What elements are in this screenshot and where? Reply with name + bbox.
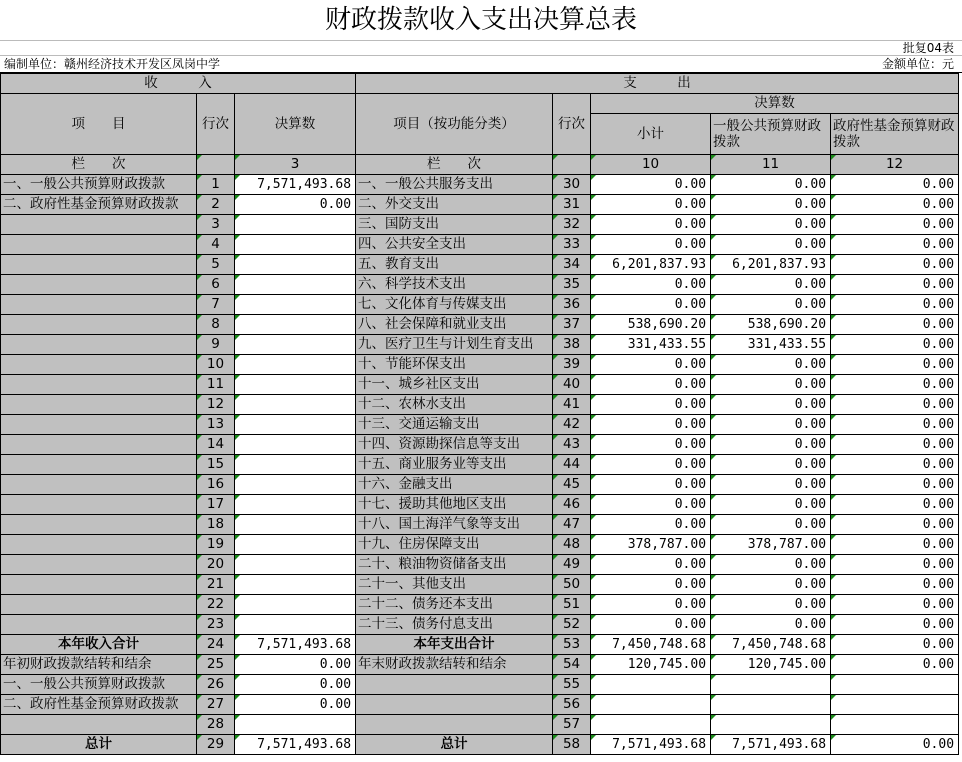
col-12: 12 [831, 155, 959, 175]
income-item-cell [1, 455, 197, 475]
gov-fund-cell [831, 695, 959, 715]
income-amount-cell [235, 415, 356, 435]
income-item-cell [1, 255, 197, 275]
unit-label: 编制单位：赣州经济技术开发区凤岗中学 [4, 57, 221, 71]
final-amount2-header: 决算数 [591, 94, 959, 114]
expense-row-no-cell: 32 [553, 215, 591, 235]
income-amount-cell: 0.00 [235, 695, 356, 715]
income-row-no-cell: 28 [197, 715, 235, 735]
expense-row-no-cell: 38 [553, 335, 591, 355]
expense-row-no-cell: 58 [553, 735, 591, 755]
income-amount-cell [235, 575, 356, 595]
income-amount-cell [235, 275, 356, 295]
income-row-no-cell: 1 [197, 175, 235, 195]
subtotal-cell: 0.00 [591, 595, 711, 615]
expense-item-cell: 十三、交通运输支出 [356, 415, 553, 435]
expense-item-cell: 十一、城乡社区支出 [356, 375, 553, 395]
income-item-cell [1, 335, 197, 355]
income-amount-cell [235, 455, 356, 475]
col-blank-1 [197, 155, 235, 175]
subtotal-cell: 331,433.55 [591, 335, 711, 355]
income-row-no-cell: 20 [197, 555, 235, 575]
expense-row-no-cell: 39 [553, 355, 591, 375]
expense-item-cell: 二十一、其他支出 [356, 575, 553, 595]
income-item-cell [1, 595, 197, 615]
income-item-cell: 一、一般公共预算财政拨款 [1, 675, 197, 695]
table-row [1, 415, 959, 435]
income-row-no-cell: 26 [197, 675, 235, 695]
general-budget-cell: 0.00 [711, 175, 831, 195]
income-row-no-cell: 25 [197, 655, 235, 675]
table-row [1, 435, 959, 455]
subtotal-cell: 0.00 [591, 415, 711, 435]
income-row-no-cell: 17 [197, 495, 235, 515]
expense-item-cell: 九、医疗卫生与计划生育支出 [356, 335, 553, 355]
table-row [1, 395, 959, 415]
general-budget-cell: 0.00 [711, 575, 831, 595]
income-row-no-cell: 10 [197, 355, 235, 375]
col-11: 11 [711, 155, 831, 175]
income-row-no-cell: 7 [197, 295, 235, 315]
form-code: 批复04表 [902, 41, 954, 55]
income-amount-cell: 7,571,493.68 [235, 735, 356, 755]
subtotal-cell: 7,450,748.68 [591, 635, 711, 655]
gov-fund-cell: 0.00 [831, 655, 959, 675]
subtotal-cell [591, 675, 711, 695]
subtotal-cell: 0.00 [591, 555, 711, 575]
final-amount-header: 决算数 [235, 94, 356, 155]
income-row-no-cell: 15 [197, 455, 235, 475]
income-amount-cell [235, 355, 356, 375]
expense-item-cell: 十九、住房保障支出 [356, 535, 553, 555]
general-budget-cell: 0.00 [711, 275, 831, 295]
subtotal-cell: 7,571,493.68 [591, 735, 711, 755]
amount-unit: 金额单位：元 [881, 57, 954, 71]
subtotal-cell [591, 695, 711, 715]
income-item-cell [1, 575, 197, 595]
gov-fund-cell: 0.00 [831, 555, 959, 575]
income-row-no-cell: 4 [197, 235, 235, 255]
table-row [1, 655, 959, 675]
general-budget-cell: 0.00 [711, 215, 831, 235]
general-budget-cell: 0.00 [711, 435, 831, 455]
expense-row-no-cell: 40 [553, 375, 591, 395]
subtotal-cell: 0.00 [591, 615, 711, 635]
expense-row-no-cell: 54 [553, 655, 591, 675]
table-row [1, 175, 959, 195]
table-row [1, 275, 959, 295]
gov-fund-cell: 0.00 [831, 435, 959, 455]
gov-fund-cell [831, 675, 959, 695]
income-header: 收 入 [1, 74, 356, 94]
subtotal-cell: 0.00 [591, 235, 711, 255]
table-row [1, 215, 959, 235]
table-row [1, 195, 959, 215]
general-budget-cell [711, 715, 831, 735]
income-item-cell [1, 415, 197, 435]
income-amount-cell [235, 315, 356, 335]
expense-item-cell: 五、教育支出 [356, 255, 553, 275]
expense-item-cell: 八、社会保障和就业支出 [356, 315, 553, 335]
income-row-no-cell: 24 [197, 635, 235, 655]
expense-item-cell: 一、一般公共服务支出 [356, 175, 553, 195]
gov-fund-cell: 0.00 [831, 235, 959, 255]
expense-item-cell: 十七、援助其他地区支出 [356, 495, 553, 515]
income-row-no-cell: 5 [197, 255, 235, 275]
expense-row-no-cell: 57 [553, 715, 591, 735]
expense-item-cell: 六、科学技术支出 [356, 275, 553, 295]
expense-row-no-cell: 31 [553, 195, 591, 215]
income-row-no-cell: 14 [197, 435, 235, 455]
income-item-cell: 二、政府性基金预算财政拨款 [1, 695, 197, 715]
income-item-cell [1, 275, 197, 295]
expense-row-no-cell: 33 [553, 235, 591, 255]
income-item-cell [1, 555, 197, 575]
general-budget-cell [711, 695, 831, 715]
expense-item-cell: 二、外交支出 [356, 195, 553, 215]
table-row [1, 515, 959, 535]
gov-fund-cell: 0.00 [831, 375, 959, 395]
general-budget-cell: 378,787.00 [711, 535, 831, 555]
income-row-no-cell: 8 [197, 315, 235, 335]
table-row [1, 595, 959, 615]
gov-fund-cell: 0.00 [831, 215, 959, 235]
income-amount-cell [235, 615, 356, 635]
gov-fund-cell: 0.00 [831, 195, 959, 215]
subtotal-cell: 538,690.20 [591, 315, 711, 335]
expense-row-no-cell: 52 [553, 615, 591, 635]
income-row-no-cell: 11 [197, 375, 235, 395]
general-budget-cell [711, 675, 831, 695]
income-amount-cell: 0.00 [235, 675, 356, 695]
gov-fund-cell: 0.00 [831, 415, 959, 435]
general-budget-header: 一般公共预算财政拨款 [711, 114, 831, 155]
income-row-no-cell: 12 [197, 395, 235, 415]
income-item-cell [1, 375, 197, 395]
expense-item-cell: 二十二、债务还本支出 [356, 595, 553, 615]
expense-item-cell: 十二、农林水支出 [356, 395, 553, 415]
general-budget-cell: 0.00 [711, 195, 831, 215]
expense-row-no-cell: 36 [553, 295, 591, 315]
subtotal-cell: 378,787.00 [591, 535, 711, 555]
subtotal-cell: 0.00 [591, 175, 711, 195]
table-row [1, 335, 959, 355]
general-budget-cell: 0.00 [711, 615, 831, 635]
expense-item-cell: 二十、粮油物资储备支出 [356, 555, 553, 575]
table-row [1, 575, 959, 595]
table-row [1, 255, 959, 275]
general-budget-cell: 0.00 [711, 355, 831, 375]
expense-item-cell: 总计 [356, 735, 553, 755]
row-no-header: 行次 [197, 94, 235, 155]
income-amount-cell [235, 495, 356, 515]
subtotal-cell: 0.00 [591, 215, 711, 235]
table-row [1, 475, 959, 495]
unit-row [0, 55, 962, 73]
income-amount-cell [235, 215, 356, 235]
income-item-cell [1, 615, 197, 635]
gov-fund-cell: 0.00 [831, 255, 959, 275]
general-budget-cell: 7,571,493.68 [711, 735, 831, 755]
subtotal-cell: 0.00 [591, 275, 711, 295]
income-item-cell: 年初财政拨款结转和结余 [1, 655, 197, 675]
general-budget-cell: 0.00 [711, 375, 831, 395]
table-row [1, 455, 959, 475]
income-row-no-cell: 13 [197, 415, 235, 435]
table-row [1, 375, 959, 395]
income-item-cell [1, 215, 197, 235]
income-item-cell [1, 235, 197, 255]
income-amount-cell: 0.00 [235, 195, 356, 215]
expense-item-cell: 二十三、债务付息支出 [356, 615, 553, 635]
subtotal-cell: 0.00 [591, 575, 711, 595]
table-row [1, 735, 959, 755]
expense-row-no-cell: 34 [553, 255, 591, 275]
income-amount-cell [235, 295, 356, 315]
income-row-no-cell: 21 [197, 575, 235, 595]
expense-row-no-cell: 45 [553, 475, 591, 495]
gov-fund-cell: 0.00 [831, 615, 959, 635]
income-item-cell [1, 515, 197, 535]
income-amount-cell [235, 595, 356, 615]
gov-fund-header: 政府性基金预算财政拨款 [831, 114, 959, 155]
expense-row-no-cell: 56 [553, 695, 591, 715]
income-amount-cell: 7,571,493.68 [235, 635, 356, 655]
gov-fund-cell: 0.00 [831, 735, 959, 755]
expense-row-no-cell: 49 [553, 555, 591, 575]
expense-row-no-cell: 37 [553, 315, 591, 335]
table-row [1, 555, 959, 575]
expense-item-cell [356, 715, 553, 735]
gov-fund-cell: 0.00 [831, 275, 959, 295]
col-label2: 栏 次 [356, 155, 553, 175]
income-row-no-cell: 19 [197, 535, 235, 555]
table-row [1, 295, 959, 315]
expense-item-cell: 十八、国土海洋气象等支出 [356, 515, 553, 535]
gov-fund-cell: 0.00 [831, 315, 959, 335]
gov-fund-cell [831, 715, 959, 735]
gov-fund-cell: 0.00 [831, 175, 959, 195]
general-budget-cell: 331,433.55 [711, 335, 831, 355]
page-title: 财政拨款收入支出决算总表 [324, 5, 637, 35]
income-row-no-cell: 23 [197, 615, 235, 635]
general-budget-cell: 0.00 [711, 495, 831, 515]
income-item-cell: 总计 [1, 735, 197, 755]
income-item-cell [1, 475, 197, 495]
expense-row-no-cell: 47 [553, 515, 591, 535]
expense-item-cell: 十五、商业服务业等支出 [356, 455, 553, 475]
subtotal-cell: 0.00 [591, 195, 711, 215]
form-code-row [0, 40, 962, 55]
subtotal-cell: 0.00 [591, 355, 711, 375]
item-header: 项 目 [1, 94, 197, 155]
general-budget-cell: 120,745.00 [711, 655, 831, 675]
col-label: 栏 次 [1, 155, 197, 175]
general-budget-cell: 7,450,748.68 [711, 635, 831, 655]
expense-item-cell: 七、文化体育与传媒支出 [356, 295, 553, 315]
gov-fund-cell: 0.00 [831, 335, 959, 355]
income-amount-cell [235, 395, 356, 415]
col-blank-2 [553, 155, 591, 175]
expense-item-cell: 十六、金融支出 [356, 475, 553, 495]
income-amount-cell [235, 375, 356, 395]
gov-fund-cell: 0.00 [831, 455, 959, 475]
general-budget-cell: 0.00 [711, 555, 831, 575]
expense-row-no-cell: 50 [553, 575, 591, 595]
income-item-cell [1, 355, 197, 375]
table-row [1, 495, 959, 515]
subtotal-cell: 120,745.00 [591, 655, 711, 675]
general-budget-cell: 6,201,837.93 [711, 255, 831, 275]
subtotal-cell: 0.00 [591, 435, 711, 455]
table-row [1, 675, 959, 695]
income-row-no-cell: 9 [197, 335, 235, 355]
expense-item-cell [356, 695, 553, 715]
expense-row-no-cell: 53 [553, 635, 591, 655]
gov-fund-cell: 0.00 [831, 475, 959, 495]
expense-row-no-cell: 55 [553, 675, 591, 695]
expense-item-cell: 本年支出合计 [356, 635, 553, 655]
income-amount-cell [235, 515, 356, 535]
income-item-cell [1, 495, 197, 515]
general-budget-cell: 0.00 [711, 235, 831, 255]
expense-item-cell [356, 675, 553, 695]
income-item-cell [1, 715, 197, 735]
income-amount-cell [235, 235, 356, 255]
expense-item-cell: 年末财政拨款结转和结余 [356, 655, 553, 675]
gov-fund-cell: 0.00 [831, 635, 959, 655]
income-row-no-cell: 18 [197, 515, 235, 535]
general-budget-cell: 0.00 [711, 395, 831, 415]
expense-row-no-cell: 48 [553, 535, 591, 555]
gov-fund-cell: 0.00 [831, 595, 959, 615]
budget-table [0, 73, 959, 755]
general-budget-cell: 538,690.20 [711, 315, 831, 335]
subtotal-cell [591, 715, 711, 735]
subtotal-cell: 0.00 [591, 475, 711, 495]
subtotal-cell: 0.00 [591, 295, 711, 315]
income-amount-cell [235, 435, 356, 455]
income-row-no-cell: 27 [197, 695, 235, 715]
income-item-cell [1, 315, 197, 335]
expense-row-no-cell: 42 [553, 415, 591, 435]
income-amount-cell: 0.00 [235, 655, 356, 675]
income-amount-cell [235, 555, 356, 575]
subtotal-cell: 0.00 [591, 515, 711, 535]
general-budget-cell: 0.00 [711, 515, 831, 535]
gov-fund-cell: 0.00 [831, 295, 959, 315]
income-item-cell [1, 395, 197, 415]
general-budget-cell: 0.00 [711, 455, 831, 475]
income-item-cell: 一、一般公共预算财政拨款 [1, 175, 197, 195]
expense-item-cell: 十、节能环保支出 [356, 355, 553, 375]
general-budget-cell: 0.00 [711, 415, 831, 435]
income-amount-cell: 7,571,493.68 [235, 175, 356, 195]
income-row-no-cell: 3 [197, 215, 235, 235]
subtotal-cell: 0.00 [591, 375, 711, 395]
subtotal-cell: 0.00 [591, 495, 711, 515]
table-row [1, 315, 959, 335]
expense-row-no-cell: 35 [553, 275, 591, 295]
gov-fund-cell: 0.00 [831, 495, 959, 515]
expense-row-no-cell: 44 [553, 455, 591, 475]
table-row [1, 615, 959, 635]
table-row [1, 235, 959, 255]
col-3: 3 [235, 155, 356, 175]
expense-row-no-cell: 51 [553, 595, 591, 615]
subtotal-header: 小计 [591, 114, 711, 155]
gov-fund-cell: 0.00 [831, 535, 959, 555]
expense-item-cell: 三、国防支出 [356, 215, 553, 235]
gov-fund-cell: 0.00 [831, 355, 959, 375]
income-amount-cell [235, 255, 356, 275]
general-budget-cell: 0.00 [711, 295, 831, 315]
subtotal-cell: 6,201,837.93 [591, 255, 711, 275]
income-amount-cell [235, 475, 356, 495]
income-row-no-cell: 22 [197, 595, 235, 615]
expense-row-no-cell: 43 [553, 435, 591, 455]
table-row [1, 535, 959, 555]
gov-fund-cell: 0.00 [831, 575, 959, 595]
income-row-no-cell: 16 [197, 475, 235, 495]
expense-header: 支 出 [356, 74, 959, 94]
func-item-header: 项目（按功能分类） [356, 94, 553, 155]
income-row-no-cell: 6 [197, 275, 235, 295]
income-item-cell [1, 535, 197, 555]
income-row-no-cell: 2 [197, 195, 235, 215]
table-row [1, 695, 959, 715]
expense-row-no-cell: 41 [553, 395, 591, 415]
expense-item-cell: 十四、资源勘探信息等支出 [356, 435, 553, 455]
row-no2-header: 行次 [553, 94, 591, 155]
subtotal-cell: 0.00 [591, 395, 711, 415]
income-amount-cell [235, 535, 356, 555]
expense-row-no-cell: 30 [553, 175, 591, 195]
general-budget-cell: 0.00 [711, 595, 831, 615]
expense-item-cell: 四、公共安全支出 [356, 235, 553, 255]
table-row [1, 355, 959, 375]
gov-fund-cell: 0.00 [831, 515, 959, 535]
subtotal-cell: 0.00 [591, 455, 711, 475]
income-item-cell: 二、政府性基金预算财政拨款 [1, 195, 197, 215]
expense-row-no-cell: 46 [553, 495, 591, 515]
income-item-cell [1, 295, 197, 315]
income-row-no-cell: 29 [197, 735, 235, 755]
gov-fund-cell: 0.00 [831, 395, 959, 415]
income-item-cell: 本年收入合计 [1, 635, 197, 655]
col-10: 10 [591, 155, 711, 175]
income-amount-cell [235, 335, 356, 355]
table-row [1, 635, 959, 655]
income-item-cell [1, 435, 197, 455]
table-row [1, 715, 959, 735]
income-amount-cell [235, 715, 356, 735]
general-budget-cell: 0.00 [711, 475, 831, 495]
